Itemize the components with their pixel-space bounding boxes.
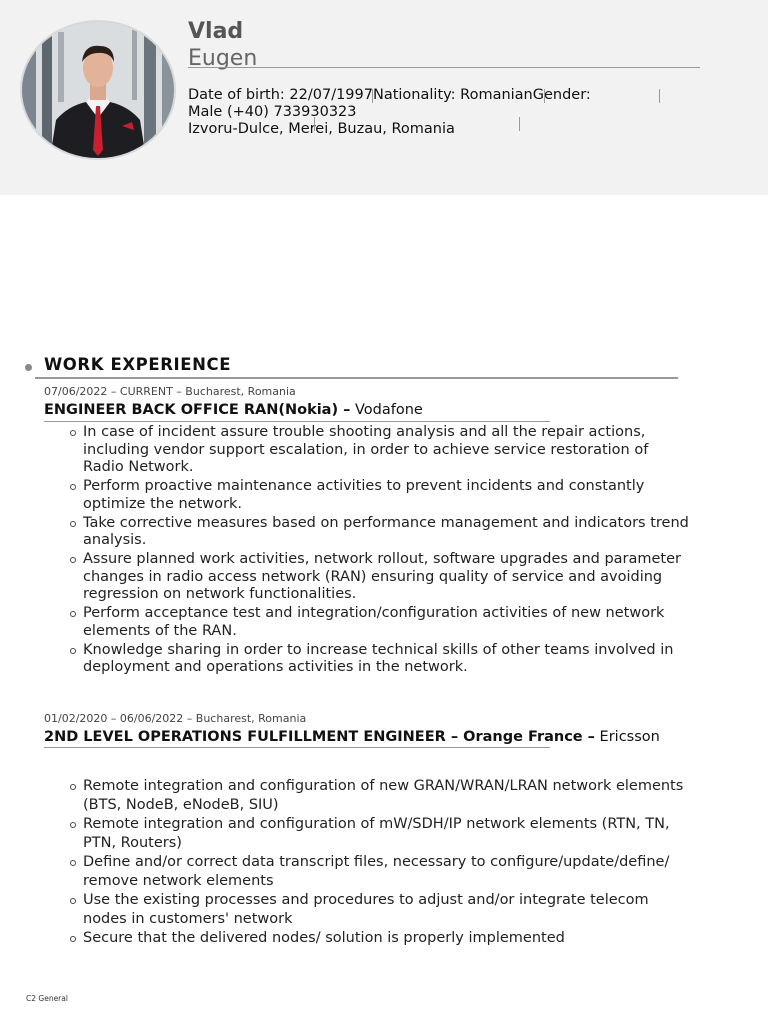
section-divider <box>35 377 678 379</box>
duty-item: Remote integration and configuration of mW/SDH/IP network elements (RTN, TN, PTN, Routers) <box>64 815 689 853</box>
duty-item: In case of incident assure trouble shooting analysis and all the repair actions, including vendor support escalation, in order to achieve service restoration of Radio Network. <box>64 424 689 477</box>
job-role: 2ND LEVEL OPERATIONS FULFILLMENT ENGINEER – Orange France – <box>44 729 595 745</box>
job-title <box>44 727 694 747</box>
duty-item: Define and/or correct data transcript files, necessary to configure/update/define/ remove network elements <box>64 853 689 891</box>
section-bullet <box>25 364 32 371</box>
job-title <box>44 400 694 420</box>
duty-item: Knowledge sharing in order to increase technical skills of other teams involved in deployment and operations activities in the network. <box>64 642 689 677</box>
classification-label: C2 General <box>26 994 68 1003</box>
contact-line: Date of birth: 22/07/1997Nationality: RomanianGender: <box>188 87 591 103</box>
contact-separator <box>314 117 315 131</box>
profile-photo <box>22 22 174 158</box>
contact-line: Izvoru-Dulce, Merei, Buzau, Romania <box>188 121 455 137</box>
name-divider <box>188 67 700 68</box>
duty-item: Perform proactive maintenance activities to prevent incidents and constantly optimize the network. <box>64 478 689 513</box>
contact-line: Male (+40) 733930323 <box>188 104 357 120</box>
first-name: Vlad <box>188 19 244 44</box>
profile-photo-image <box>22 22 174 158</box>
duty-item: Assure planned work activities, network rollout, software upgrades and parameter changes in radio access network (RAN) ensuring quality of service and avoiding regression on network functionalities. <box>64 551 689 604</box>
job-divider <box>44 747 550 748</box>
duty-item: Take corrective measures based on performance management and indicators trend analysis. <box>64 515 689 550</box>
duties-list <box>64 777 689 948</box>
duty-item: Remote integration and configuration of new GRAN/WRAN/LRAN network elements (BTS, NodeB, eNodeB, SIU) <box>64 777 689 815</box>
job-divider <box>44 421 550 422</box>
contact-separator <box>544 89 545 103</box>
duty-item: Use the existing processes and procedures to adjust and/or integrate telecom nodes in customers' network <box>64 891 689 929</box>
duty-item: Perform acceptance test and integration/configuration activities of new network elements of the RAN. <box>64 605 689 640</box>
contact-separator <box>519 117 520 131</box>
job-company: Vodafone <box>355 402 423 418</box>
job-company: Ericsson <box>599 729 660 745</box>
contact-separator <box>372 89 373 103</box>
duty-item: Secure that the delivered nodes/ solution is properly implemented <box>64 929 689 948</box>
contact-separator <box>659 89 660 103</box>
job-date-location: 01/02/2020 – 06/06/2022 – Bucharest, Romania <box>44 712 307 725</box>
duties-list <box>64 424 689 678</box>
job-role: ENGINEER BACK OFFICE RAN(Nokia) – <box>44 402 351 418</box>
last-name: Eugen <box>188 46 258 71</box>
section-title: WORK EXPERIENCE <box>44 355 232 374</box>
job-date-location: 07/06/2022 – CURRENT – Bucharest, Romania <box>44 385 296 398</box>
